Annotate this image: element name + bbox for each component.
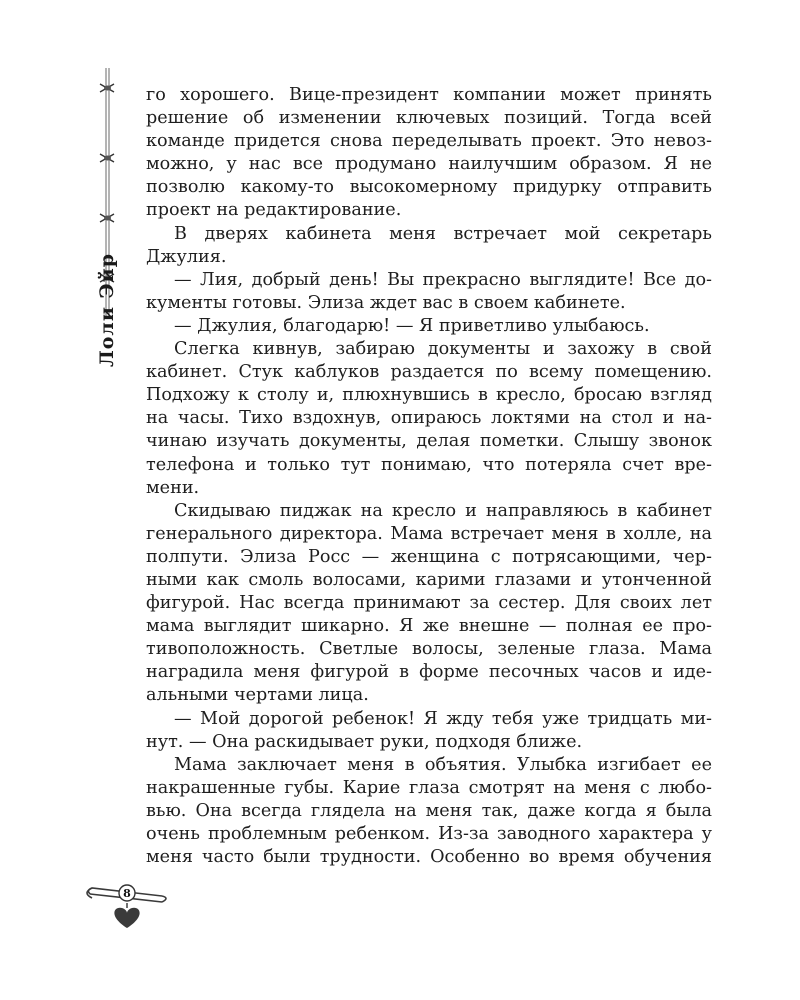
text-line: полпути. Элиза Росс — женщина с потрясающими, чер- (146, 546, 712, 567)
text-line: — Лия, добрый день! Вы прекрасно выглядите! Все до- (174, 269, 712, 290)
page-number: 8 (123, 887, 131, 900)
text-line: — Мой дорогой ребенок! Я жду тебя уже тридцать ми- (174, 708, 712, 729)
text-line: меня часто были трудности. Особенно во время обучения (146, 847, 712, 868)
text-line: решение об изменении ключевых позиций. Тогда всей (146, 108, 712, 129)
text-line: кабинет. Стук каблуков раздается по всему помещению. (146, 362, 712, 383)
text-line: Слегка кивнув, забираю документы и захожу в свой (174, 339, 712, 360)
text-line: Мама заключает меня в объятия. Улыбка изгибает ее (174, 754, 712, 775)
text-line: нут. — Она раскидывает руки, подходя ближе. (146, 731, 583, 752)
text-line: ными как смоль волосами, карими глазами и утонченной (146, 569, 712, 590)
text-line: телефона и только тут понимаю, что потеряла счет вре- (146, 454, 712, 475)
text-line: го хорошего. Вице-президент компании может принять (146, 85, 712, 105)
book-author: Лоли Эйр (96, 252, 118, 368)
text-line: мени. (146, 477, 200, 498)
text-line: на часы. Тихо вздохнув, опираюсь локтями на стол и на- (146, 408, 712, 429)
text-line: позволю какому-то высокомерному придурку отправить (146, 177, 712, 198)
text-line: Скидываю пиджак на кресло и направляюсь в кабинет (174, 500, 712, 521)
text-line: генерального директора. Мама встречает меня в холле, на (146, 523, 712, 544)
text-line: вью. Она всегда глядела на меня так, даже когда я была (146, 800, 712, 821)
text-line: чинаю изучать документы, делая пометки. Слышу звонок (146, 431, 712, 452)
text-line: можно, у нас все продумано наилучшим образом. Я не (146, 154, 712, 175)
safety-pin-heart-icon (84, 876, 184, 936)
text-line: мама выглядит шикарно. Я же внешне — полная ее про- (146, 616, 712, 637)
text-line: — Джулия, благодарю! — Я приветливо улыбаюсь. (174, 315, 650, 336)
text-line: проект на редактирование. (146, 200, 402, 221)
text-line: тивоположность. Светлые волосы, зеленые глаза. Мама (146, 639, 712, 660)
text-line: фигурой. Нас всегда принимают за сестер. Для своих лет (146, 593, 712, 614)
text-line: накрашенные губы. Карие глаза смотрят на меня с любо- (146, 777, 712, 798)
text-line: очень проблемным ребенком. Из-за заводного характера у (146, 824, 712, 844)
text-line: Подхожу к столу и, плюхнувшись в кресло, бросаю взгляд (146, 385, 712, 406)
text-line: кументы готовы. Элиза ждет вас в своем кабинете. (146, 292, 626, 313)
text-line: Джулия. (146, 246, 227, 267)
page-body-text (146, 84, 712, 869)
text-line: В дверях кабинета меня встречает мой секретарь (174, 223, 712, 244)
text-line: альными чертами лица. (146, 685, 369, 706)
text-line: команде придется снова переделывать проект. Это невоз- (146, 131, 712, 152)
text-line: наградила меня фигурой в форме песочных часов и иде- (146, 662, 712, 683)
